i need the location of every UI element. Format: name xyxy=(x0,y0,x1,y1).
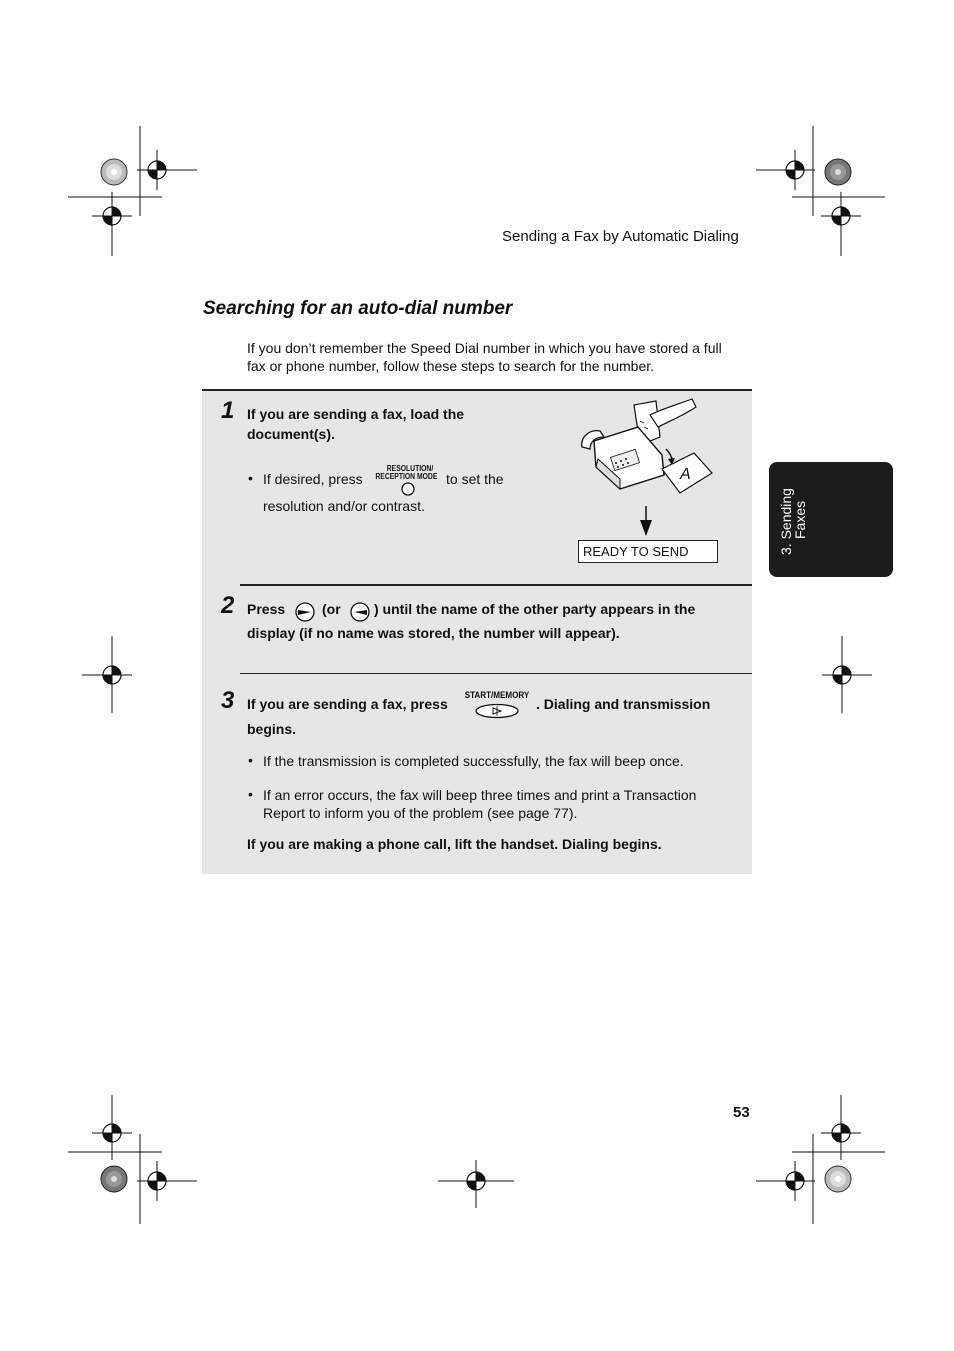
resolution-key-label-1: RESOLUTION/ xyxy=(386,464,434,473)
lcd-display: READY TO SEND xyxy=(578,540,718,563)
round-key-icon xyxy=(400,481,416,497)
down-arrow-icon xyxy=(639,506,653,536)
step-1-number: 1 xyxy=(221,397,235,424)
steps-top-rule xyxy=(202,389,752,391)
bullet-icon: • xyxy=(248,470,253,486)
chapter-tab-text xyxy=(769,462,893,577)
step-2-line-2: display (if no name was stored, the number will appear). xyxy=(247,625,620,641)
step-divider-1 xyxy=(240,584,752,586)
step-3-line-1-post: . Dialing and transmission xyxy=(536,696,711,712)
step-2-rest: ) until the name of the other party appears in the xyxy=(374,601,696,617)
chapter-tab-line-2: Faxes xyxy=(792,500,808,539)
step-3-bullet-1: If the transmission is completed successfully, the fax will beep once. xyxy=(263,753,684,769)
step-3-bullet-2-line-1: If an error occurs, the fax will beep three times and print a Transaction xyxy=(263,787,697,803)
page-number: 53 xyxy=(733,1104,750,1121)
step-3-line-2: begins. xyxy=(247,721,297,737)
fax-machine-illustration xyxy=(576,397,716,502)
intro-line-2: fax or phone number, follow these steps to search for the number. xyxy=(247,358,655,374)
step-2-press: Press xyxy=(247,601,286,617)
start-key-icon xyxy=(474,703,520,719)
running-head: Sending a Fax by Automatic Dialing xyxy=(502,228,739,245)
intro-line-1: If you don’t remember the Speed Dial number in which you have stored a full xyxy=(247,340,722,356)
svg-text:A: A xyxy=(680,466,691,483)
step-1-line-1: If you are sending a fax, load the xyxy=(247,406,465,422)
step-3-phone-note: If you are making a phone call, lift the handset. Dialing begins. xyxy=(247,836,662,852)
step-1-line-2: document(s). xyxy=(247,426,335,442)
step-2-number: 2 xyxy=(221,592,235,619)
intro-paragraph xyxy=(247,339,752,375)
step-3-number: 3 xyxy=(221,687,235,714)
chapter-tab-line-1: 3. Sending xyxy=(778,488,794,555)
step-2-or: (or xyxy=(322,601,341,617)
bullet-icon: • xyxy=(248,786,253,802)
step-3-line-1-pre: If you are sending a fax, press xyxy=(247,696,448,712)
left-arrow-key-icon xyxy=(349,602,371,622)
step-1-bullet-line-2: resolution and/or contrast. xyxy=(263,498,425,514)
chapter-tab xyxy=(769,462,893,577)
step-divider-2 xyxy=(240,673,752,674)
resolution-key-label-2: RECEPTION MODE xyxy=(375,472,438,481)
step-3-bullet-2-line-2: Report to inform you of the problem (see page 77). xyxy=(263,805,578,821)
bullet-icon: • xyxy=(248,752,253,768)
step-1-bullet-pre: If desired, press xyxy=(263,471,363,487)
start-key-label: START/MEMORY xyxy=(464,690,530,701)
step-1-bullet-post: to set the xyxy=(446,471,504,487)
right-arrow-key-icon xyxy=(294,602,316,622)
section-title: Searching for an auto-dial number xyxy=(203,298,513,319)
